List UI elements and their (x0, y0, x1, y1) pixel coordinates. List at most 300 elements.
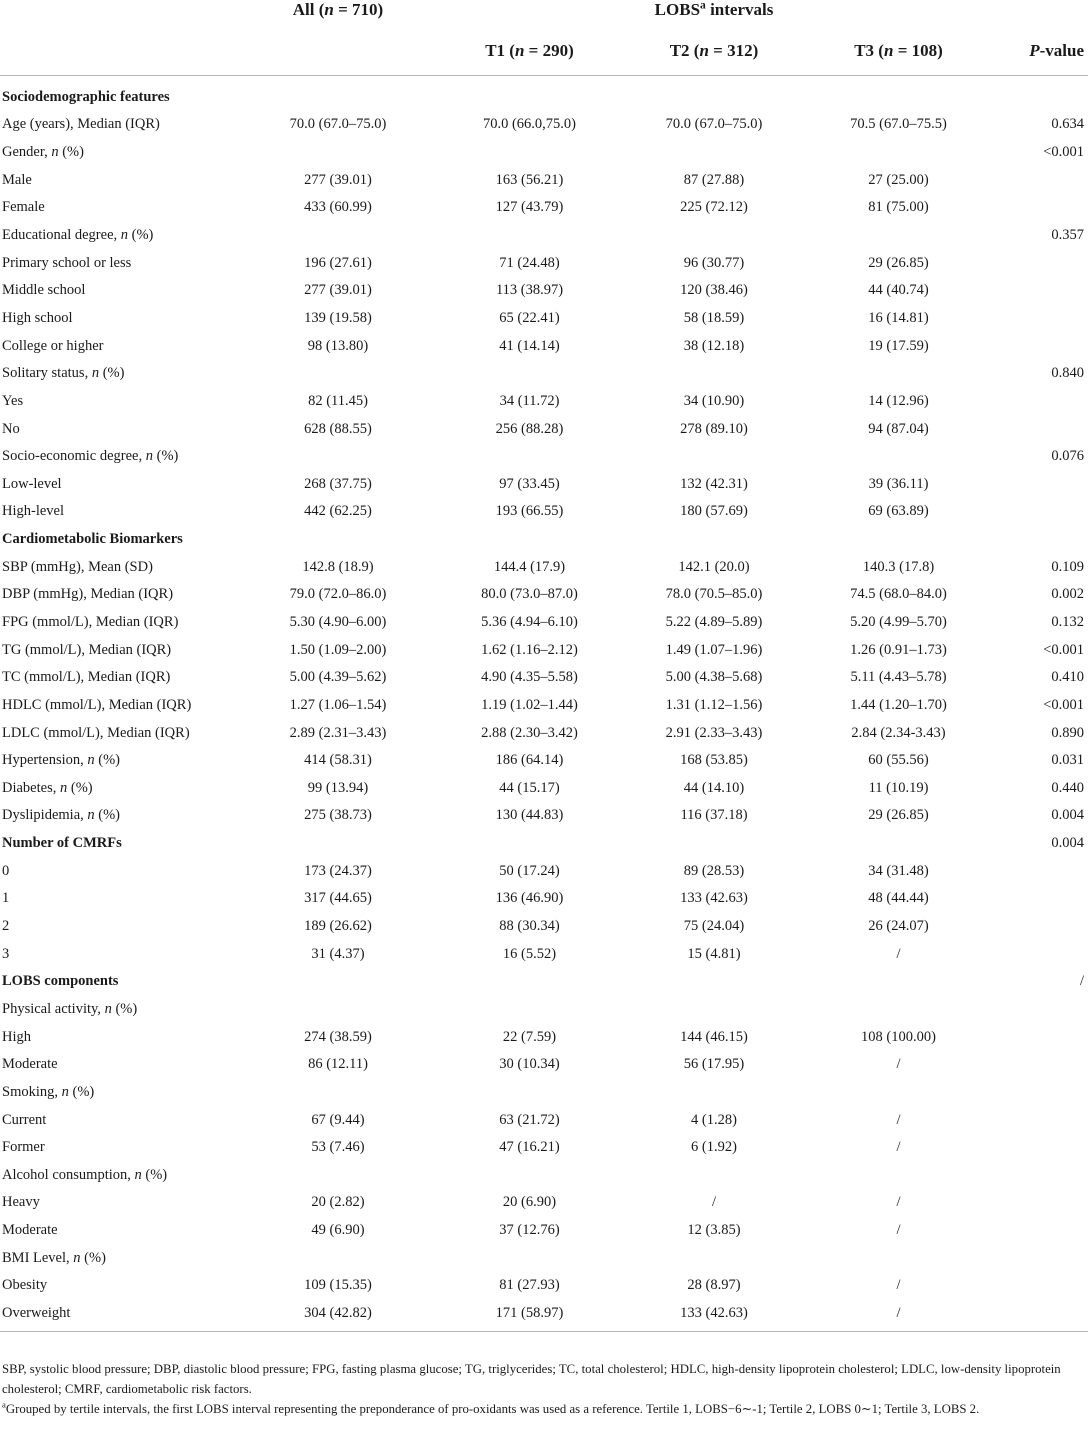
cell-p-value (990, 305, 1088, 333)
table-row (0, 1189, 1088, 1217)
table-row (0, 111, 1088, 139)
cell-t2: 225 (72.12) (680, 199, 748, 216)
cell-t2: 44 (14.10) (683, 779, 745, 796)
cell-t1 (438, 1079, 621, 1107)
cell-all (238, 1161, 438, 1189)
cell-t2 (621, 443, 807, 471)
cell-t2 (621, 360, 807, 388)
cell-t2: 15 (4.81) (687, 945, 741, 962)
row-label: Heavy (2, 1194, 40, 1211)
cell-t3: 39 (36.11) (868, 475, 929, 492)
cell-p-value (990, 526, 1088, 554)
cell-p-value (990, 1189, 1088, 1217)
cell-p-value (990, 277, 1088, 305)
row-label: Overweight (2, 1304, 71, 1321)
cell-t3: / (896, 1139, 901, 1156)
cell-all: 268 (37.75) (304, 475, 372, 492)
cell-all (238, 968, 438, 996)
cell-all: 139 (19.58) (304, 309, 372, 326)
cell-p-value (990, 76, 1088, 112)
cell-t3: 1.44 (1.20–1.70) (850, 696, 947, 713)
cell-t1: 41 (14.14) (499, 337, 560, 354)
cell-all (238, 139, 438, 167)
cell-t1: 65 (22.41) (499, 309, 560, 326)
cell-p-value (990, 940, 1088, 968)
cell-t2: 116 (37.18) (680, 807, 748, 824)
cell-all: 628 (88.55) (304, 420, 372, 437)
cell-t2: 142.1 (20.0) (678, 558, 750, 575)
cell-t2: 38 (12.18) (683, 337, 745, 354)
cell-t1: 136 (46.90) (495, 890, 564, 907)
cell-t1: 50 (17.24) (499, 862, 560, 879)
cell-t3 (807, 526, 990, 554)
table-row (0, 470, 1088, 498)
cell-t1: 130 (44.83) (495, 807, 564, 824)
table-row (0, 332, 1088, 360)
cell-t1 (438, 830, 621, 858)
row-label: Current (2, 1111, 47, 1128)
cell-p-value (990, 996, 1088, 1024)
table-row (0, 1079, 1088, 1107)
cell-t1: 171 (58.97) (495, 1304, 564, 1321)
cell-all: 275 (38.73) (304, 807, 372, 824)
cell-t3 (807, 830, 990, 858)
header-t1: T1 (n = 290) (438, 27, 621, 76)
cell-t3 (807, 222, 990, 250)
cell-p-value: 0.634 (1051, 116, 1085, 133)
cell-t3: 5.11 (4.43–5.78) (850, 669, 947, 686)
cell-t1: 30 (10.34) (499, 1056, 560, 1073)
cell-t3: 48 (44.44) (868, 890, 929, 907)
table-row (0, 1272, 1088, 1300)
cell-p-value (990, 249, 1088, 277)
table-row (0, 968, 1088, 996)
table-row (0, 775, 1088, 803)
row-label: Low-level (2, 475, 62, 492)
row-label: Solitary status, n (%) (2, 365, 125, 382)
cell-t1: 113 (38.97) (495, 282, 564, 299)
cell-t1: 163 (56.21) (495, 171, 564, 188)
cell-t3: 16 (14.81) (868, 309, 929, 326)
table-row (0, 1134, 1088, 1162)
row-label: No (2, 420, 20, 437)
table-row (0, 249, 1088, 277)
cell-t2: 144 (46.15) (680, 1028, 748, 1045)
cell-p-value: <0.001 (1043, 696, 1085, 713)
row-label: Diabetes, n (%) (2, 779, 93, 796)
cell-all (238, 830, 438, 858)
cell-t1: 81 (27.93) (499, 1277, 560, 1294)
cell-t2: / (711, 1194, 717, 1211)
cell-t2: 56 (17.95) (683, 1056, 745, 1073)
cell-t2: 96 (30.77) (683, 254, 745, 271)
cell-t2 (621, 1079, 807, 1107)
cell-p-value (990, 1161, 1088, 1189)
cell-t3: / (896, 1056, 901, 1073)
row-label: 2 (2, 918, 10, 935)
cell-t1 (438, 222, 621, 250)
row-label: Educational degree, n (%) (2, 227, 154, 244)
row-label: LDLC (mmol/L), Median (IQR) (2, 724, 190, 741)
table-footnotes (2, 1359, 1084, 1419)
header-blank-2 (0, 27, 238, 76)
cell-p-value (990, 1106, 1088, 1134)
row-label: TG (mmol/L), Median (IQR) (2, 641, 172, 658)
cell-t3 (807, 360, 990, 388)
table-row (0, 719, 1088, 747)
cell-p-value: 0.004 (1051, 807, 1085, 824)
cell-t1 (438, 76, 621, 112)
cell-p-value (990, 415, 1088, 443)
table-row (0, 1161, 1088, 1189)
table-row (0, 139, 1088, 167)
cell-t2 (621, 830, 807, 858)
cell-all: 277 (39.01) (304, 171, 372, 188)
row-label: Yes (2, 392, 24, 409)
cell-t2 (621, 222, 807, 250)
cell-p-value: <0.001 (1043, 144, 1085, 161)
row-label: Socio-economic degree, n (%) (2, 448, 179, 465)
row-label: 1 (2, 890, 10, 907)
table-body (0, 76, 1088, 1332)
cell-t1: 97 (33.45) (499, 475, 560, 492)
row-label: High school (2, 309, 73, 326)
cell-t1: 256 (88.28) (495, 420, 564, 437)
table-row (0, 1023, 1088, 1051)
row-label: HDLC (mmol/L), Median (IQR) (2, 696, 192, 713)
cell-t3: 94 (87.04) (868, 420, 929, 437)
cell-all: 67 (9.44) (311, 1111, 365, 1128)
cell-p-value: 0.109 (1051, 558, 1085, 575)
cell-p-value: 0.840 (1051, 365, 1085, 382)
cell-all: 1.50 (1.09–2.00) (289, 641, 387, 658)
cell-t2: 5.00 (4.38–5.68) (665, 669, 763, 686)
cell-t1: 20 (6.90) (502, 1194, 557, 1211)
cell-p-value (990, 1023, 1088, 1051)
cell-p-value: 0.440 (1051, 779, 1085, 796)
cell-p-value (990, 332, 1088, 360)
cell-t1: 47 (16.21) (499, 1139, 560, 1156)
cell-p-value: 0.132 (1051, 613, 1085, 630)
row-label: BMI Level, n (%) (2, 1249, 106, 1266)
header-p-value: P-value (990, 27, 1088, 76)
cell-t3: 26 (24.07) (868, 918, 929, 935)
cell-t3: 27 (25.00) (868, 171, 929, 188)
cell-t1: 88 (30.34) (499, 918, 560, 935)
cell-t3: 108 (100.00) (861, 1028, 936, 1045)
cell-all (238, 76, 438, 112)
cell-t3: 69 (63.89) (868, 503, 929, 520)
cell-all: 317 (44.65) (304, 890, 372, 907)
table-row (0, 885, 1088, 913)
cell-t3 (807, 1079, 990, 1107)
cell-p-value (990, 470, 1088, 498)
cell-p-value: / (1079, 973, 1085, 990)
cell-all: 189 (26.62) (304, 918, 372, 935)
cell-t2: 12 (3.85) (687, 1222, 741, 1239)
cell-t3: 19 (17.59) (868, 337, 929, 354)
cell-t2 (621, 1161, 807, 1189)
cell-t1: 22 (7.59) (502, 1028, 557, 1045)
cell-all (238, 996, 438, 1024)
table-row (0, 664, 1088, 692)
cell-t1: 71 (24.48) (499, 254, 560, 271)
cell-p-value: 0.002 (1051, 586, 1085, 603)
cell-p-value (990, 1272, 1088, 1300)
cell-t2: 70.0 (67.0–75.0) (665, 116, 763, 133)
cell-t1: 1.19 (1.02–1.44) (481, 696, 578, 713)
cell-t2: 278 (89.10) (680, 420, 748, 437)
cell-t3: 2.84 (2.34-3.43) (851, 724, 946, 741)
cell-t2 (621, 1244, 807, 1272)
cell-t1: 34 (11.72) (499, 392, 560, 409)
table-row (0, 1051, 1088, 1079)
header-t2: T2 (n = 312) (621, 27, 807, 76)
row-label: SBP (mmHg), Mean (SD) (2, 558, 153, 575)
cell-t2: 5.22 (4.89–5.89) (665, 613, 763, 630)
cell-all: 31 (4.37) (311, 945, 365, 962)
table-row (0, 1300, 1088, 1332)
table-row (0, 996, 1088, 1024)
row-label: LOBS components (2, 973, 119, 990)
table-row (0, 76, 1088, 112)
row-label: Alcohol consumption, n (%) (2, 1166, 168, 1183)
table-row (0, 498, 1088, 526)
cell-t1: 16 (5.52) (502, 945, 557, 962)
cell-all (238, 443, 438, 471)
cell-t3: / (896, 1304, 901, 1321)
cell-t3: 11 (10.19) (868, 779, 929, 796)
cell-t1: 5.36 (4.94–6.10) (481, 613, 578, 630)
cell-t2: 132 (42.31) (680, 475, 748, 492)
row-label: Gender, n (%) (2, 144, 84, 161)
cell-p-value: 0.410 (1051, 669, 1085, 686)
cell-p-value (990, 498, 1088, 526)
cell-all: 173 (24.37) (304, 862, 372, 879)
cell-t1: 63 (21.72) (499, 1111, 560, 1128)
cell-all: 5.00 (4.39–5.62) (289, 669, 387, 686)
cell-t2 (621, 76, 807, 112)
header-blank-p (990, 0, 1088, 27)
cell-all (238, 1079, 438, 1107)
row-label: High-level (2, 503, 65, 520)
cell-all: 20 (2.82) (311, 1194, 365, 1211)
row-label: Female (2, 199, 45, 216)
table-row (0, 415, 1088, 443)
cell-t1: 44 (15.17) (499, 779, 560, 796)
cell-t1 (438, 996, 621, 1024)
row-label: Primary school or less (2, 254, 132, 271)
cell-all (238, 1244, 438, 1272)
cell-t3: / (896, 945, 901, 962)
cell-t3 (807, 968, 990, 996)
cell-all (238, 360, 438, 388)
row-label: 0 (2, 862, 10, 879)
cell-t2: 58 (18.59) (683, 309, 745, 326)
cell-all: 5.30 (4.90–6.00) (289, 613, 387, 630)
table-row (0, 802, 1088, 830)
cell-t3: 34 (31.48) (868, 862, 929, 879)
cell-t2: 28 (8.97) (687, 1277, 741, 1294)
cell-p-value (990, 1079, 1088, 1107)
cell-p-value: 0.004 (1051, 835, 1085, 852)
cell-t1: 1.62 (1.16–2.12) (481, 641, 578, 658)
cell-all: 1.27 (1.06–1.54) (289, 696, 387, 713)
row-label: Male (2, 171, 32, 188)
row-label: Physical activity, n (%) (2, 1000, 138, 1017)
cell-t2 (621, 139, 807, 167)
row-label: Smoking, n (%) (2, 1083, 95, 1100)
cell-t3: 140.3 (17.8) (862, 558, 935, 575)
cell-p-value (990, 1300, 1088, 1332)
cell-t3: 44 (40.74) (868, 282, 929, 299)
cell-t3: / (896, 1111, 901, 1128)
cell-t3: 14 (12.96) (868, 392, 929, 409)
row-label: Hypertension, n (%) (2, 752, 120, 769)
cell-t2: 133 (42.63) (680, 1304, 748, 1321)
cell-t3 (807, 139, 990, 167)
table-row (0, 830, 1088, 858)
cell-all: 53 (7.46) (311, 1139, 365, 1156)
cell-t2: 6 (1.92) (691, 1139, 737, 1156)
cell-t3: 29 (26.85) (868, 807, 929, 824)
row-label: Moderate (2, 1222, 58, 1239)
cell-t1: 186 (64.14) (495, 752, 564, 769)
table-row (0, 526, 1088, 554)
cell-all: 82 (11.45) (308, 392, 368, 409)
header-t3: T3 (n = 108) (807, 27, 990, 76)
row-label: FPG (mmol/L), Median (IQR) (2, 613, 179, 630)
footnote-a: $^a$Grouped by tertile intervals, the first LOBS interval representing the preponderance of pro-oxidants was used as a reference. Tertile 1, LOBS−6∼-1; Tertile 2, LOBS 0∼1; Tertile 3, LOBS 2. (2, 1399, 980, 1416)
cell-t3: 60 (55.56) (868, 752, 929, 769)
table-row (0, 913, 1088, 941)
cell-t3 (807, 1244, 990, 1272)
table-row (0, 166, 1088, 194)
cell-t2: 89 (28.53) (683, 862, 745, 879)
row-label: TC (mmol/L), Median (IQR) (2, 669, 171, 686)
cell-all: 142.8 (18.9) (302, 558, 374, 575)
cell-all: 99 (13.94) (307, 779, 369, 796)
cell-all: 414 (58.31) (304, 752, 372, 769)
table-row (0, 194, 1088, 222)
cell-t2 (621, 968, 807, 996)
table-header (0, 0, 1088, 76)
cell-all: 70.0 (67.0–75.0) (289, 116, 387, 133)
cell-t3: / (896, 1277, 901, 1294)
cell-all: 433 (60.99) (304, 199, 372, 216)
cell-p-value (990, 1217, 1088, 1245)
row-label: College or higher (2, 337, 104, 354)
cell-t2: 4 (1.28) (691, 1111, 737, 1128)
cell-t3: 81 (75.00) (868, 199, 929, 216)
cell-t3: 1.26 (0.91–1.73) (850, 641, 947, 658)
table-row (0, 277, 1088, 305)
cell-t3: / (896, 1222, 901, 1239)
table-row (0, 692, 1088, 720)
row-label: Sociodemographic features (2, 89, 170, 106)
cell-t2: 75 (24.04) (683, 918, 745, 935)
cell-p-value: 0.031 (1051, 752, 1085, 769)
row-label: Obesity (2, 1277, 48, 1294)
cell-t1: 127 (43.79) (495, 199, 564, 216)
cell-all: 79.0 (72.0–86.0) (289, 586, 387, 603)
cell-all (238, 526, 438, 554)
cell-t3: / (896, 1194, 901, 1211)
cell-t2: 87 (27.88) (683, 171, 745, 188)
table-row (0, 553, 1088, 581)
cell-p-value (990, 885, 1088, 913)
header-all: All (n = 710) (292, 0, 384, 19)
cell-t1: 70.0 (66.0,75.0) (482, 116, 577, 133)
cell-t3 (807, 443, 990, 471)
row-label: DBP (mmHg), Median (IQR) (2, 586, 174, 603)
row-label: High (2, 1028, 31, 1045)
cell-p-value (990, 1134, 1088, 1162)
cell-t3: 70.5 (67.0–75.5) (850, 116, 947, 133)
cell-t1 (438, 139, 621, 167)
cell-t2: 1.31 (1.12–1.56) (665, 696, 763, 713)
cell-t1 (438, 360, 621, 388)
cell-all: 49 (6.90) (311, 1222, 365, 1239)
cell-all (238, 222, 438, 250)
row-label: Middle school (2, 282, 86, 299)
cell-t1 (438, 526, 621, 554)
row-label: Cardiometabolic Biomarkers (2, 531, 183, 548)
cell-all: 274 (38.59) (304, 1028, 372, 1045)
header-blank (0, 0, 238, 27)
cell-t1: 4.90 (4.35–5.58) (481, 669, 578, 686)
row-label: Age (years), Median (IQR) (2, 116, 160, 133)
cell-all: 109 (15.35) (304, 1277, 372, 1294)
table-row (0, 1244, 1088, 1272)
cell-t1 (438, 1161, 621, 1189)
footnote-abbreviations: SBP, systolic blood pressure; DBP, diastolic blood pressure; FPG, fasting plasma glucose; TG, triglycerides; TC, total cholesterol; HDLC, high-density lipoprotein cholesterol; LDLC, low-density lipoprotein cholesterol; CMRF, cardiometabolic risk factors. (2, 1362, 1061, 1396)
cell-t1 (438, 968, 621, 996)
table-row (0, 1106, 1088, 1134)
cell-all: 304 (42.82) (304, 1304, 372, 1321)
cell-all: 98 (13.80) (307, 337, 369, 354)
cell-t3 (807, 996, 990, 1024)
cell-t3: 5.20 (4.99–5.70) (850, 613, 947, 630)
cell-p-value (990, 913, 1088, 941)
cell-t2: 78.0 (70.5–85.0) (665, 586, 763, 603)
table-row (0, 857, 1088, 885)
table-row (0, 443, 1088, 471)
table-row (0, 360, 1088, 388)
cell-t1: 193 (66.55) (495, 503, 564, 520)
table-row (0, 636, 1088, 664)
cell-p-value (990, 1051, 1088, 1079)
cell-t2 (621, 996, 807, 1024)
cell-t3 (807, 76, 990, 112)
cell-t1: 80.0 (73.0–87.0) (481, 586, 578, 603)
cell-t2: 34 (10.90) (683, 392, 745, 409)
cell-t2: 1.49 (1.07–1.96) (665, 641, 763, 658)
table-row (0, 222, 1088, 250)
cell-t2: 133 (42.63) (680, 890, 748, 907)
cell-t3: 29 (26.85) (868, 254, 929, 271)
cell-p-value (990, 388, 1088, 416)
cell-t2: 180 (57.69) (680, 503, 748, 520)
table-row (0, 747, 1088, 775)
table-row (0, 305, 1088, 333)
row-label: Dyslipidemia, n (%) (2, 807, 121, 824)
cell-p-value (990, 194, 1088, 222)
cell-p-value: 0.076 (1051, 448, 1085, 465)
cell-p-value: 0.357 (1051, 227, 1085, 244)
table-row (0, 581, 1088, 609)
row-label: Moderate (2, 1056, 58, 1073)
